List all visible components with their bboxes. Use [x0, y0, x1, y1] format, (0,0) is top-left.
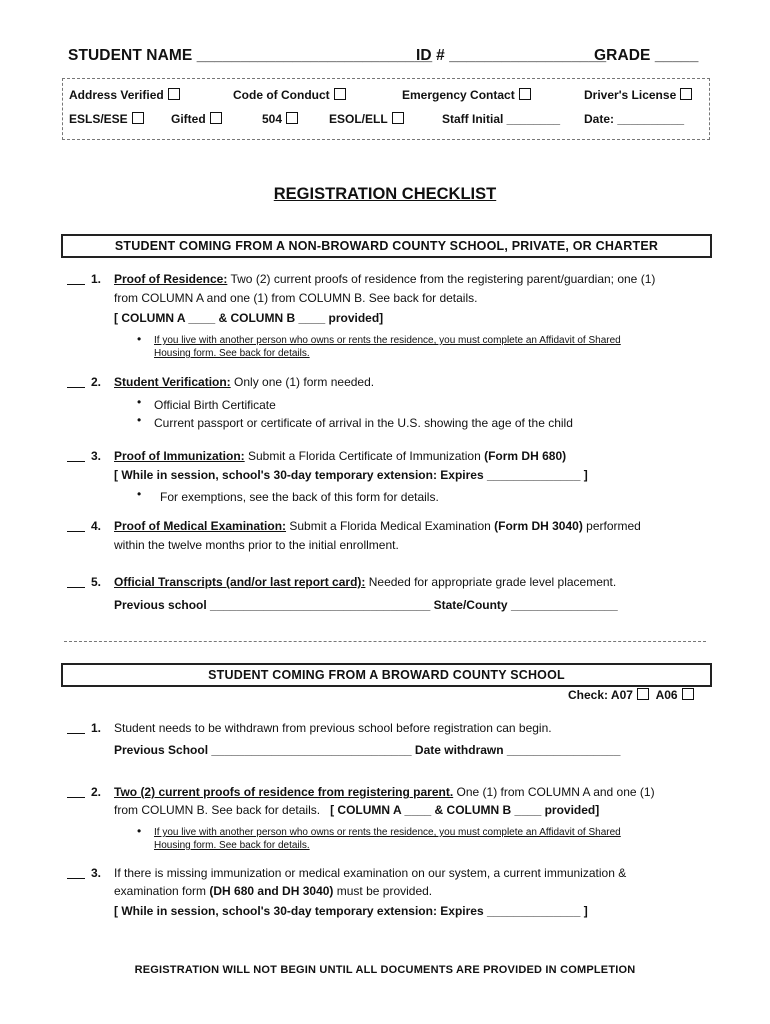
proof-of-residence-item: Proof of Residence: Two (2) current proofs of residence from the registering parent/guardian; one (1)	[114, 272, 656, 286]
checkbox[interactable]	[132, 112, 144, 124]
official-transcripts-item: Official Transcripts (and/or last report card): Needed for appropriate grade level placement.	[114, 575, 617, 589]
extension-line: [ While in session, school's 30-day temporary extension: Expires ______________ ]	[114, 904, 588, 918]
student-name-field[interactable]: STUDENT NAME ___________________________	[68, 47, 433, 64]
check-a07-a06[interactable]: Check: A07 A06	[568, 688, 694, 702]
affidavit-note: Housing form. See back for details.	[154, 840, 310, 851]
affidavit-note: Housing form. See back for details.	[154, 348, 310, 359]
504-check[interactable]: 504	[262, 112, 298, 126]
esls-ese-check[interactable]: ESLS/ESE	[69, 112, 144, 126]
checkbox[interactable]	[682, 688, 694, 700]
bullet: •	[137, 395, 142, 409]
bullet-text: For exemptions, see the back of this form for details.	[160, 490, 439, 504]
checkbox[interactable]	[334, 88, 346, 100]
checkbox[interactable]	[210, 112, 222, 124]
id-field[interactable]: ID # __________________	[416, 47, 607, 64]
bullet: •	[137, 413, 142, 427]
bullet-text: Current passport or certificate of arrival in the U.S. showing the age of the child	[154, 416, 573, 430]
affidavit-note: If you live with another person who owns or rents the residence, you must complete an Affidavit of Shared	[154, 335, 621, 346]
gifted-check[interactable]: Gifted	[171, 112, 222, 126]
checkbox[interactable]	[680, 88, 692, 100]
checkbox[interactable]	[519, 88, 531, 100]
bullet: •	[137, 487, 142, 501]
item-checkoff-blank[interactable]	[67, 284, 85, 285]
column-provided-line: [ COLUMN A ____ & COLUMN B ____ provided]	[114, 311, 384, 325]
bullet: •	[137, 332, 142, 346]
missing-immunization-item: If there is missing immunization or medical examination on our system, a current immunization &	[114, 866, 627, 880]
item-text-line: examination form (DH 680 and DH 3040) must be provided.	[114, 884, 433, 898]
extension-line: [ While in session, school's 30-day temporary extension: Expires ______________ ]	[114, 468, 588, 482]
previous-school-date-field[interactable]: Previous School ______________________________ Date withdrawn _________________	[114, 743, 621, 757]
item-checkoff-blank[interactable]	[67, 461, 85, 462]
section-non-broward-heading: STUDENT COMING FROM A NON-BROWARD COUNTY SCHOOL, PRIVATE, OR CHARTER	[61, 234, 712, 258]
date-field[interactable]: Date: __________	[584, 112, 685, 126]
grade-field[interactable]: GRADE _____	[594, 47, 699, 64]
checkbox[interactable]	[637, 688, 649, 700]
bullet: •	[137, 824, 142, 838]
previous-school-field[interactable]: Previous school _________________________________ State/County ________________	[114, 598, 618, 612]
proofs-of-residence-item: Two (2) current proofs of residence from registering parent. One (1) from COLUMN A and one (1)	[114, 785, 655, 799]
item-number: 4.	[91, 519, 102, 533]
item-checkoff-blank[interactable]	[67, 587, 85, 588]
withdrawn-item: Student needs to be withdrawn from previous school before registration can begin.	[114, 721, 552, 735]
section-divider	[64, 641, 706, 642]
item-number: 3.	[91, 866, 102, 880]
proof-of-medical-exam-item: Proof of Medical Examination: Submit a Florida Medical Examination (Form DH 3040) performed	[114, 519, 641, 533]
item-checkoff-blank[interactable]	[67, 878, 85, 879]
item-checkoff-blank[interactable]	[67, 733, 85, 734]
item-number: 1.	[91, 721, 102, 735]
item-number: 5.	[91, 575, 102, 589]
item-checkoff-blank[interactable]	[67, 531, 85, 532]
item-number: 1.	[91, 272, 102, 286]
code-of-conduct-check[interactable]: Code of Conduct	[233, 88, 346, 102]
footer-notice: REGISTRATION WILL NOT BEGIN UNTIL ALL DOCUMENTS ARE PROVIDED IN COMPLETION	[134, 964, 636, 976]
page-title: REGISTRATION CHECKLIST	[273, 185, 497, 203]
item-number: 3.	[91, 449, 102, 463]
emergency-contact-check[interactable]: Emergency Contact	[402, 88, 531, 102]
esol-ell-check[interactable]: ESOL/ELL	[329, 112, 404, 126]
item-number: 2.	[91, 375, 102, 389]
checkbox[interactable]	[392, 112, 404, 124]
address-verified-check[interactable]: Address Verified	[69, 88, 180, 102]
item-text-line: from COLUMN A and one (1) from COLUMN B. See back for details.	[114, 291, 478, 305]
item-text-line: from COLUMN B. See back for details. [ COLUMN A ____ & COLUMN B ____ provided]	[114, 803, 600, 817]
drivers-license-check[interactable]: Driver's License	[584, 88, 692, 102]
item-checkoff-blank[interactable]	[67, 387, 85, 388]
bullet-text: Official Birth Certificate	[154, 398, 276, 412]
staff-initial-field[interactable]: Staff Initial ________	[442, 112, 561, 126]
item-number: 2.	[91, 785, 102, 799]
item-checkoff-blank[interactable]	[67, 797, 85, 798]
item-text-line: within the twelve months prior to the initial enrollment.	[114, 538, 399, 552]
checkbox[interactable]	[168, 88, 180, 100]
proof-of-immunization-item: Proof of Immunization: Submit a Florida Certificate of Immunization (Form DH 680)	[114, 449, 567, 463]
affidavit-note: If you live with another person who owns or rents the residence, you must complete an Affidavit of Shared	[154, 827, 621, 838]
student-verification-item: Student Verification: Only one (1) form needed.	[114, 375, 375, 389]
checkbox[interactable]	[286, 112, 298, 124]
section-broward-heading: STUDENT COMING FROM A BROWARD COUNTY SCHOOL	[61, 663, 712, 687]
